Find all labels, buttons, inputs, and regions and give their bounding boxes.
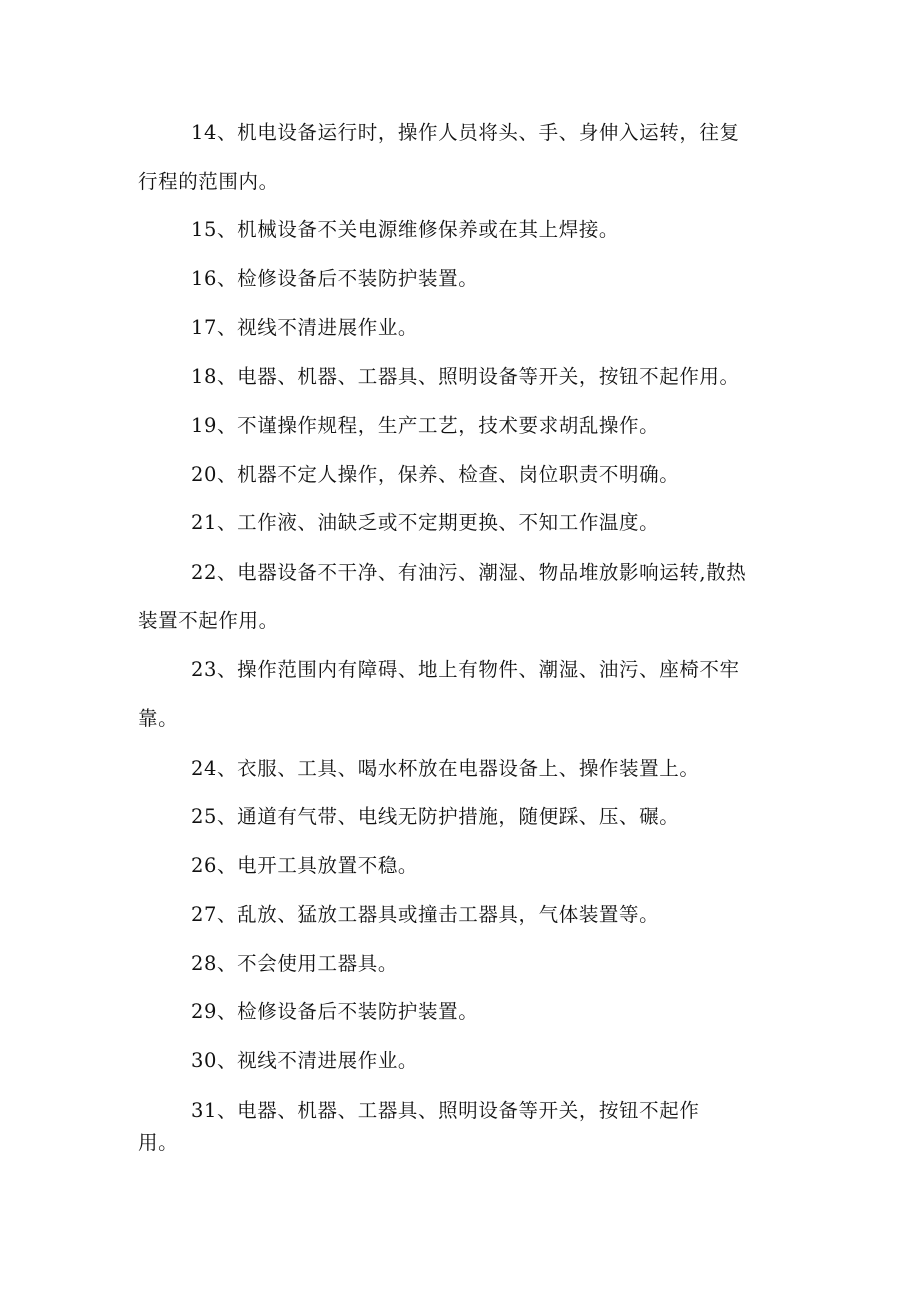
item-23-line-2: 靠。 — [138, 707, 179, 730]
item-29: 29、检修设备后不装防护装置。 — [191, 1000, 479, 1023]
item-14-line-1: 14、机电设备运行时，操作人员将头、手、身伸入运转，往复 — [191, 121, 740, 144]
item-30: 30、视线不清进展作业。 — [191, 1049, 419, 1072]
item-17: 17、视线不清进展作业。 — [191, 316, 419, 339]
item-19: 19、不谨操作规程，生产工艺，技术要求胡乱操作。 — [191, 414, 660, 437]
item-31-line-2: 用。 — [138, 1131, 179, 1154]
item-23-line-1: 23、操作范围内有障碍、地上有物件、潮湿、油污、座椅不牢 — [191, 658, 740, 681]
item-27: 27、乱放、猛放工器具或撞击工器具，气体装置等。 — [191, 903, 660, 926]
item-25: 25、通道有气带、电线无防护措施，随便踩、压、碾。 — [191, 805, 680, 828]
item-15: 15、机械设备不关电源维修保养或在其上焊接。 — [191, 218, 620, 241]
item-21: 21、工作液、油缺乏或不定期更换、不知工作温度。 — [191, 511, 660, 534]
item-22-line-2: 装置不起作用。 — [138, 609, 279, 632]
item-31-line-1: 31、电器、机器、工器具、照明设备等开关，按钮不起作 — [191, 1099, 700, 1122]
item-22-line-1: 22、电器设备不干净、有油污、潮湿、物品堆放影响运转,散热 — [191, 561, 747, 584]
item-14-line-2: 行程的范围内。 — [138, 170, 279, 193]
item-24: 24、衣服、工具、喝水杯放在电器设备上、操作装置上。 — [191, 757, 700, 780]
item-28: 28、不会使用工器具。 — [191, 952, 398, 975]
item-16: 16、检修设备后不装防护装置。 — [191, 267, 479, 290]
item-26: 26、电开工具放置不稳。 — [191, 854, 419, 877]
item-20: 20、机器不定人操作，保养、检查、岗位职责不明确。 — [191, 463, 680, 486]
item-18: 18、电器、机器、工器具、照明设备等开关，按钮不起作用。 — [191, 365, 740, 388]
